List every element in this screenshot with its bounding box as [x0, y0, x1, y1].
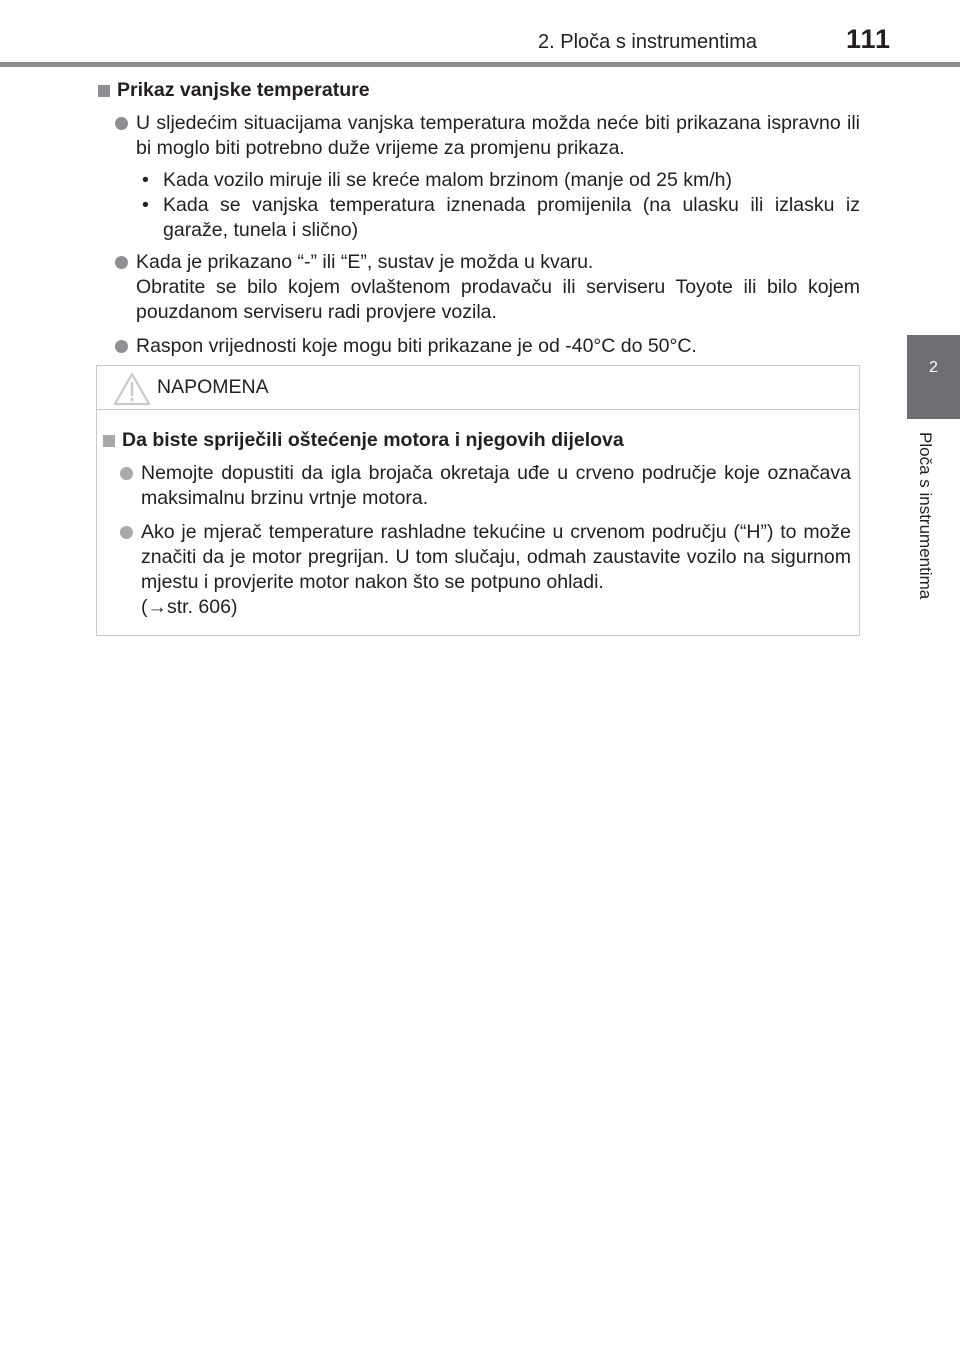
notice-box [96, 365, 860, 636]
notice-title: NAPOMENA [157, 376, 269, 398]
list-item-text: U sljedećim situacijama vanjska temperatura možda neće biti prikazana ispravno ili bi moglo biti potrebno duže vrijeme za promjenu prikaza. [136, 112, 860, 159]
square-bullet-icon [98, 85, 110, 97]
list-item [103, 461, 851, 511]
page-number: 111 [846, 24, 892, 54]
notice-header [97, 366, 859, 410]
section-heading [98, 78, 860, 103]
dot-bullet-icon: • [142, 194, 149, 216]
list-item-text: Raspon vrijednosti koje mogu biti prikazane je od -40°C do 50°C. [136, 335, 697, 357]
notice-body [97, 410, 859, 620]
chapter-tab [907, 335, 960, 419]
list-item-text: Nemojte dopustiti da igla brojača okretaja uđe u crveno područje koje označava maksimalnu brzinu vrtnje motora. [141, 462, 851, 509]
circle-bullet-icon [120, 467, 133, 480]
sub-list-item [136, 193, 860, 243]
header-title: 2. Ploča s instrumentima [538, 31, 757, 53]
warning-triangle-icon [113, 372, 151, 406]
list-item-text: Obratite se bilo kojem ovlaštenom prodavaču ili serviseru Toyote ili bilo kojem pouzdanom serviseru radi provjere vozila. [136, 276, 860, 323]
section-heading-text: Prikaz vanjske temperature [117, 79, 370, 101]
sub-list-item-text: Kada se vanjska temperatura iznenada promijenila (na ulasku ili izlasku iz garaže, tunela i slično) [163, 194, 860, 241]
page-reference: (→str. 606) [141, 596, 238, 618]
notice-heading [103, 428, 851, 453]
circle-bullet-icon [115, 256, 128, 269]
list-item [98, 250, 860, 325]
sub-list [98, 168, 860, 243]
list-item [98, 111, 860, 161]
list-item-text: Ako je mjerač temperature rashladne tekućine u crvenom području (“H”) to može značiti da je motor pregrijan. U tom slučaju, odmah zaustavite vozilo na sigurnom mjestu i provjerite motor nakon što se potpuno ohladi. [141, 521, 851, 593]
list-item [98, 334, 860, 359]
sub-list-item [136, 168, 860, 193]
circle-bullet-icon [115, 117, 128, 130]
chapter-tab-number: 2 [929, 359, 938, 376]
sub-list-item-text: Kada vozilo miruje ili se kreće malom brzinom (manje od 25 km/h) [163, 169, 732, 191]
header-rule [0, 62, 960, 67]
list-item [103, 520, 851, 620]
circle-bullet-icon [120, 526, 133, 539]
list-item-text: Kada je prikazano “-” ili “E”, sustav je možda u kvaru. [136, 251, 594, 273]
dot-bullet-icon: • [142, 169, 149, 191]
circle-bullet-icon [115, 340, 128, 353]
notice-heading-text: Da biste spriječili oštećenje motora i njegovih dijelova [122, 429, 624, 451]
chapter-side-label: Ploča s instrumentima [916, 432, 935, 600]
square-bullet-icon [103, 435, 115, 447]
section-outside-temperature [98, 78, 860, 368]
